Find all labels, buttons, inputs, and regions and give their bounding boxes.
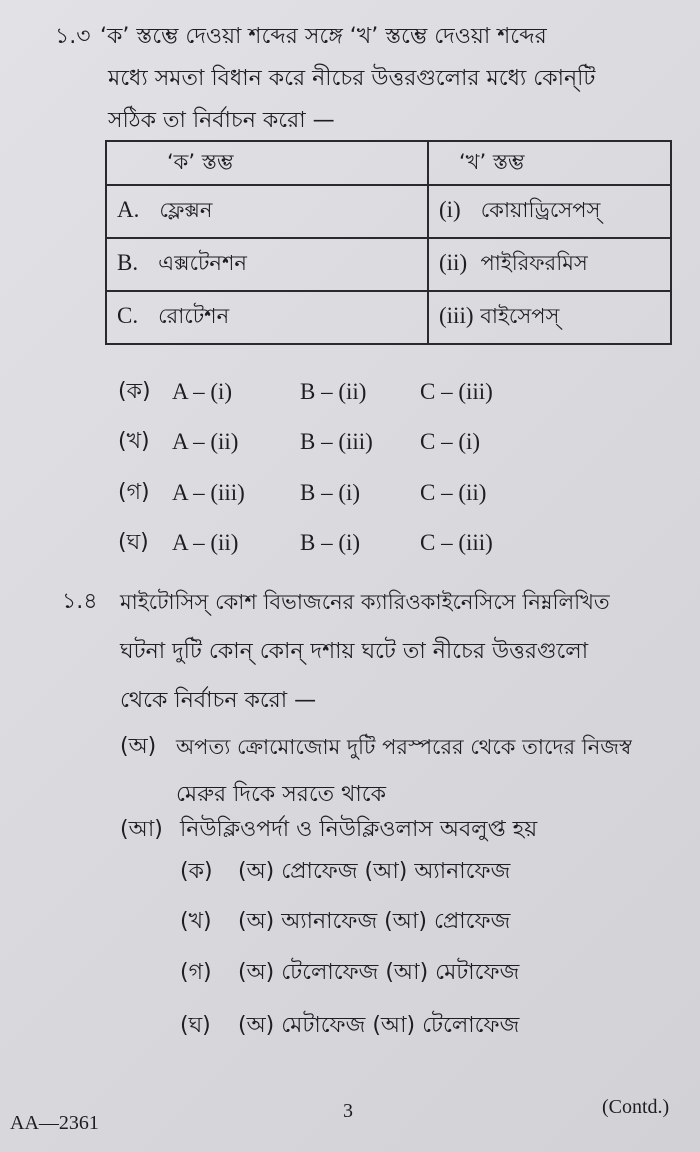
option-a: A – (iii) [172, 480, 245, 505]
matching-table [105, 140, 672, 345]
statement-label: (অ) [120, 734, 157, 759]
option-c: C – (i) [420, 429, 481, 454]
row-label: (iii) [439, 303, 474, 328]
cell-text: কোয়াড্রিসেপস্‌ [480, 198, 601, 222]
option-b: B – (iii) [300, 429, 373, 454]
question-text-line: মাইটোসিস্‌ কোশ বিভাজনের ক্যারিওকাইনেসিসে নিম্নলিখিত [120, 590, 610, 614]
option-b: B – (ii) [300, 379, 367, 404]
table-cell [106, 185, 428, 238]
option-b: B – (i) [300, 530, 361, 555]
question-text-line: থেকে নির্বাচন করো — [120, 688, 317, 713]
table-cell [428, 238, 671, 291]
table-row [106, 238, 671, 291]
option-label: (ঘ) [118, 530, 149, 555]
table-cell [106, 238, 428, 291]
option-label: (ক) [180, 859, 213, 884]
option-label: (ক) [118, 379, 151, 404]
option-c: C – (iii) [420, 530, 493, 555]
option-a: A – (i) [172, 379, 233, 404]
row-label: (i) [439, 197, 461, 222]
table-cell [106, 291, 428, 344]
column-header: ‘খ’ স্তম্ভ [428, 141, 671, 185]
option-text: (অ) মেটাফেজ (আ) টেলোফেজ [238, 1013, 520, 1038]
cell-text: পাইরিফরমিস [480, 251, 588, 275]
cell-text: বাইসেপস্‌ [480, 304, 560, 328]
option-a: A – (ii) [172, 530, 239, 555]
option-label: (গ) [180, 960, 212, 985]
option-c: C – (iii) [420, 379, 493, 404]
option-label: (গ) [118, 480, 150, 505]
cell-text: ফ্লেক্সন [159, 198, 213, 222]
cell-text: এক্সটেনশন [158, 251, 247, 275]
table-cell [428, 291, 671, 344]
option-text: (অ) টেলোফেজ (আ) মেটাফেজ [238, 960, 520, 985]
row-label: A. [117, 197, 140, 222]
option-label: (খ) [118, 429, 150, 454]
table-cell [428, 185, 671, 238]
continued-label: (Contd.) [602, 1096, 670, 1118]
statement-text: নিউক্লিওপর্দা ও নিউক্লিওলাস অবলুপ্ত হয় [180, 817, 538, 842]
question-text-line: সঠিক তা নির্বাচন করো — [108, 108, 335, 133]
table-row [106, 185, 671, 238]
table-header-row [106, 141, 671, 185]
option-text: (অ) প্রোফেজ (আ) অ্যানাফেজ [238, 859, 511, 884]
column-header: ‘ক’ স্তম্ভ [106, 141, 428, 185]
statement-text: মেরুর দিকে সরতে থাকে [176, 782, 387, 807]
statement-label: (আ) [120, 817, 163, 842]
paper-code: AA—2361 [10, 1112, 99, 1134]
option-text: (অ) অ্যানাফেজ (আ) প্রোফেজ [238, 909, 511, 934]
question-text-line: ঘটনা দুটি কোন্‌ কোন্‌ দশায় ঘটে তা নীচের উত্তরগুলো [120, 639, 589, 664]
option-label: (খ) [180, 909, 212, 934]
option-b: B – (i) [300, 480, 361, 505]
question-number: ১.৩ [55, 24, 91, 49]
table-row [106, 291, 671, 344]
row-label: C. [117, 303, 139, 328]
row-label: B. [117, 250, 139, 275]
row-label: (ii) [439, 250, 468, 275]
option-a: A – (ii) [172, 429, 239, 454]
question-text-line: ‘ক’ স্তম্ভে দেওয়া শব্দের সঙ্গে ‘খ’ স্তম্ভে দেওয়া শব্দের [100, 24, 547, 49]
option-label: (ঘ) [180, 1013, 211, 1038]
question-number: ১.৪ [62, 589, 98, 614]
page-number: 3 [343, 1100, 353, 1122]
option-c: C – (ii) [420, 480, 487, 505]
statement-text: অপত্য ক্রোমোজোম দুটি পরস্পরের থেকে তাদের নিজস্ব [176, 735, 632, 759]
cell-text: রোটেশন [158, 304, 230, 328]
question-text-line: মধ্যে সমতা বিধান করে নীচের উত্তরগুলোর মধ্যে কোন্‌টি [108, 66, 596, 91]
